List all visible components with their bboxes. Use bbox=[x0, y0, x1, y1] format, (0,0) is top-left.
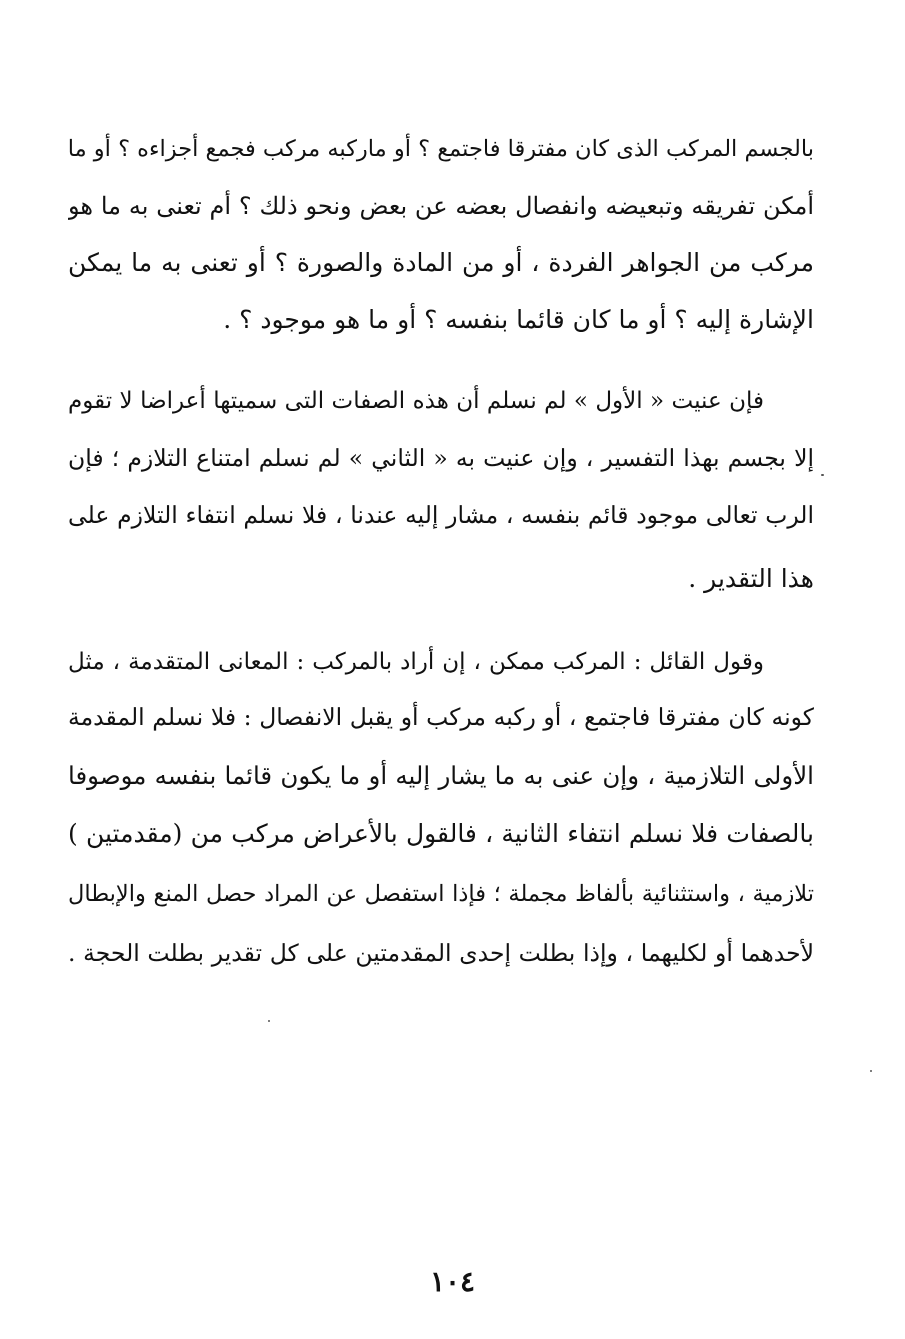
text-line: الرب تعالى موجود قائم بنفسه ، مشار إليه عندنا ، فلا نسلم انتفاء التلازم على bbox=[68, 501, 814, 529]
text-line: الأولى التلازمية ، وإن عنى به ما يشار إليه أو ما يكون قائما بنفسه موصوفا bbox=[68, 761, 814, 790]
text-line: بالصفات فلا نسلم انتفاء الثانية ، فالقول بالأعراض مركب من (مقدمتين ) bbox=[68, 819, 814, 848]
text-line: تلازمية ، واستثنائية بألفاظ مجملة ؛ فإذا استفصل عن المراد حصل المنع والإبطال bbox=[68, 881, 814, 907]
text-line: بالجسم المركب الذى كان مفترقا فاجتمع ؟ أو ماركبه مركب فجمع أجزاءه ؟ أو ما bbox=[68, 136, 814, 162]
text-line: الإشارة إليه ؟ أو ما كان قائما بنفسه ؟ أو ما هو موجود ؟ . bbox=[223, 305, 814, 334]
text-line: هذا التقدير . bbox=[688, 564, 814, 593]
text-line: كونه كان مفترقا فاجتمع ، أو ركبه مركب أو يقبل الانفصال : فلا نسلم المقدمة bbox=[68, 703, 814, 731]
text-line: فإن عنيت « الأول » لم نسلم أن هذه الصفات التى سميتها أعراضا لا تقوم bbox=[68, 388, 764, 414]
scan-speck bbox=[268, 1020, 270, 1022]
text-line: لأحدهما أو لكليهما ، وإذا بطلت إحدى المقدمتين على كل تقدير بطلت الحجة . bbox=[68, 939, 814, 967]
text-line: إلا بجسم بهذا التفسير ، وإن عنيت به « الثاني » لم نسلم امتناع التلازم ؛ فإن bbox=[68, 444, 814, 472]
scan-speck bbox=[821, 474, 824, 476]
page-number: ١٠٤ bbox=[429, 1265, 476, 1298]
scan-speck bbox=[870, 1070, 872, 1072]
text-line: أمكن تفريقه وتبعيضه وانفصال بعضه عن بعض ونحو ذلك ؟ أم تعنى به ما هو bbox=[68, 192, 814, 220]
text-line: وقول القائل : المركب ممكن ، إن أراد بالمركب : المعانى المتقدمة ، مثل bbox=[68, 649, 764, 675]
text-line: مركب من الجواهر الفردة ، أو من المادة والصورة ؟ أو تعنى به ما يمكن bbox=[68, 248, 814, 277]
